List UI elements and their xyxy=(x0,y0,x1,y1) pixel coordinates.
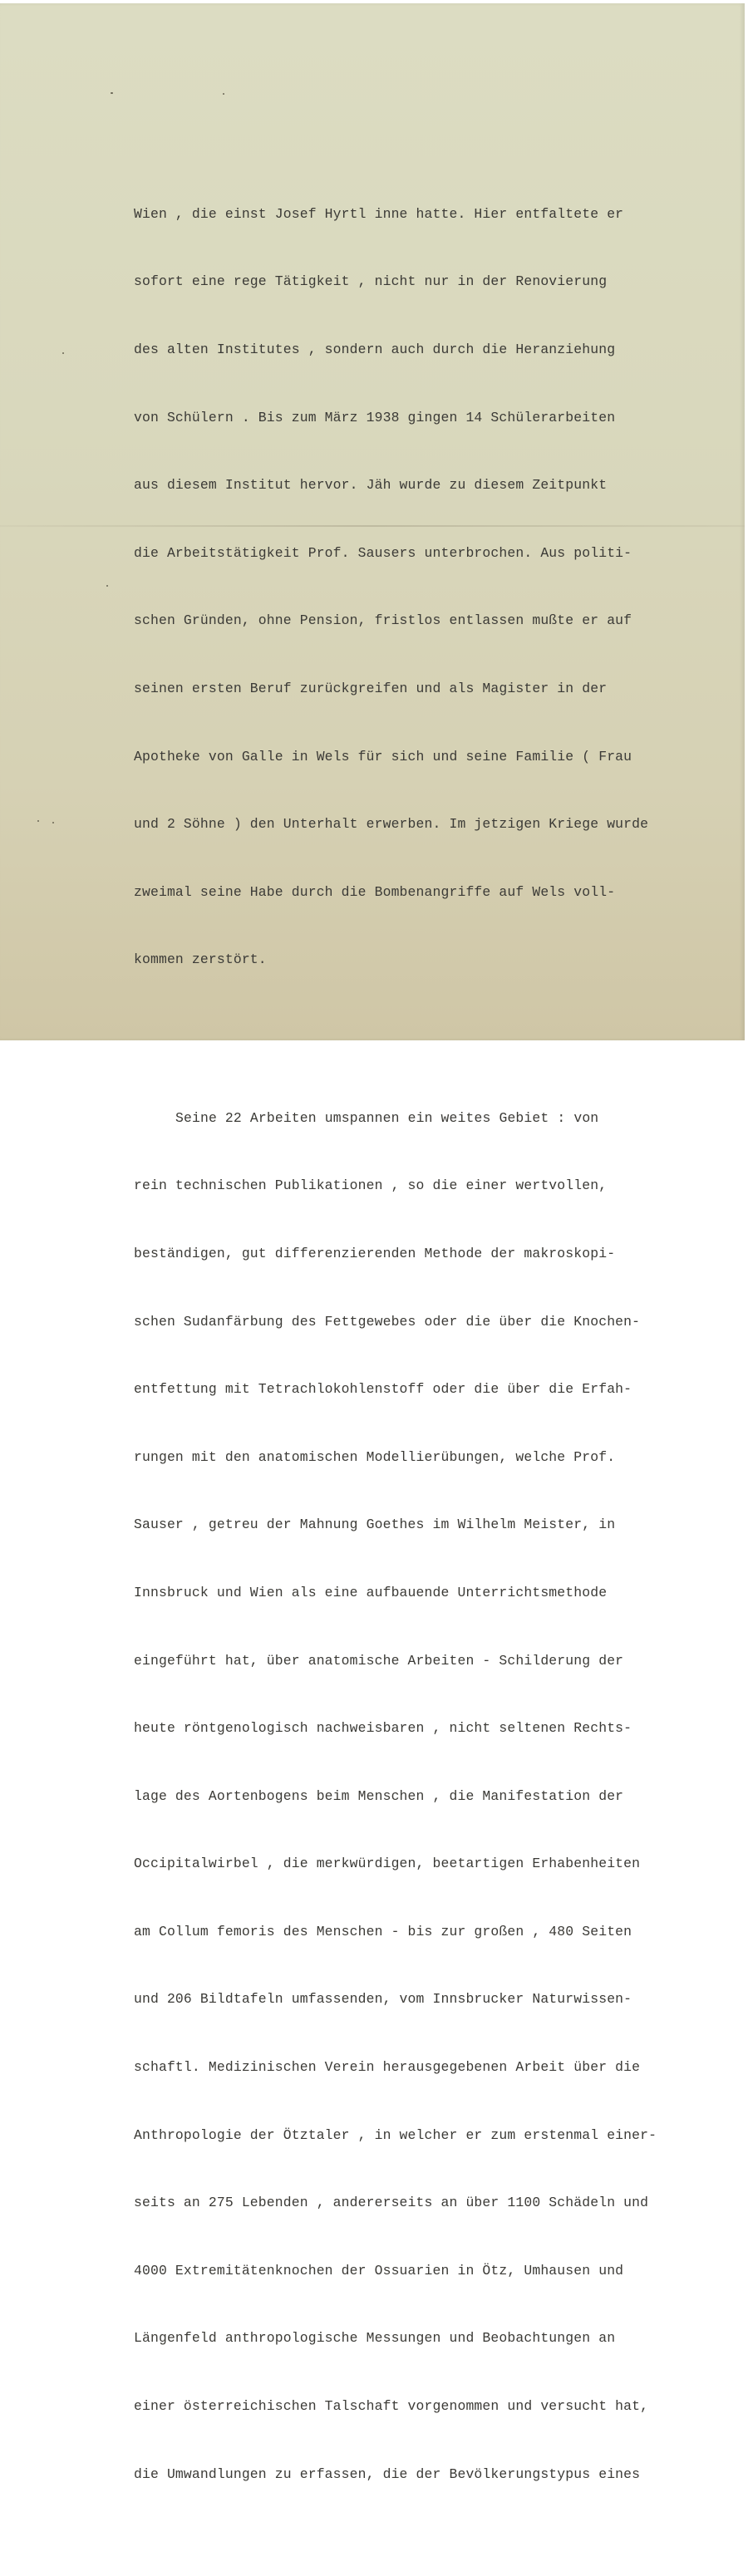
text-line: die Arbeitstätigkeit Prof. Sausers unterbrochen. Aus politi- xyxy=(134,544,632,561)
text-line: rein technischen Publikationen , so die einer wertvollen, xyxy=(134,1177,608,1194)
ink-speck xyxy=(52,822,54,823)
text-line: schen Gründen, ohne Pension, fristlos entlassen mußte er auf xyxy=(134,612,632,629)
text-line: eingeführt hat, über anatomische Arbeiten - Schilderung der xyxy=(134,1652,624,1669)
text-line: Occipitalwirbel , die merkwürdigen, beetartigen Erhabenheiten xyxy=(134,1856,641,1872)
text-line: Sauser , getreu der Mahnung Goethes im Wilhelm Meister, in xyxy=(134,1517,616,1533)
text-line: am Collum femoris des Menschen - bis zur großen , 480 Seiten xyxy=(134,1923,632,1939)
paragraph-2 xyxy=(134,1061,716,2530)
text-line: die Umwandlungen zu erfassen, die der Bevölkerungstypus eines xyxy=(134,2465,641,2482)
text-line: seits an 275 Lebenden , andererseits an über 1100 Schädeln und xyxy=(134,2195,649,2211)
text-line: Wien , die einst Josef Hyrtl inne hatte. Hier entfaltete er xyxy=(134,205,624,222)
typewritten-body xyxy=(134,112,716,2576)
text-line: Apotheke von Galle in Wels für sich und seine Familie ( Frau xyxy=(134,748,632,764)
text-line: und 206 Bildtafeln umfassenden, vom Innsbrucker Naturwissen- xyxy=(134,1991,632,2008)
text-line: sofort eine rege Tätigkeit , nicht nur in der Renovierung xyxy=(134,273,608,290)
text-line: zweimal seine Habe durch die Bombenangriffe auf Wels voll- xyxy=(134,883,616,900)
text-line: und 2 Söhne ) den Unterhalt erwerben. Im jetzigen Kriege wurde xyxy=(134,816,649,833)
ink-speck xyxy=(223,93,224,95)
ink-speck xyxy=(62,352,64,354)
ink-speck xyxy=(37,820,39,822)
text-line: entfettung mit Tetrachlokohlenstoff oder die über die Erfah- xyxy=(134,1381,632,1398)
text-line: heute röntgenologisch nachweisbaren , nicht seltenen Rechts- xyxy=(134,1720,632,1737)
text-line: lage des Aortenbogens beim Menschen , die Manifestation der xyxy=(134,1787,624,1804)
text-line: kommen zerstört. xyxy=(134,951,267,968)
text-line: aus diesem Institut hervor. Jäh wurde zu diesem Zeitpunkt xyxy=(134,477,608,494)
text-line: Innsbruck und Wien als eine aufbauende Unterrichtsmethode xyxy=(134,1584,608,1600)
paragraph-1 xyxy=(134,157,716,1016)
text-line: Anthropologie der Ötztaler , in welcher er zum erstenmal einer- xyxy=(134,2126,657,2143)
text-line: einer österreichischen Talschaft vorgenommen und versucht hat, xyxy=(134,2398,649,2415)
paper-page xyxy=(0,3,745,2482)
text-line: Seine 22 Arbeiten umspannen ein weites Gebiet : von xyxy=(175,1109,599,1126)
text-line: schaftl. Medizinischen Verein herausgegebenen Arbeit über die xyxy=(134,2059,641,2076)
text-line: seinen ersten Beruf zurückgreifen und als Magister in der xyxy=(134,680,608,696)
text-line: Längenfeld anthropologische Messungen und Beobachtungen an xyxy=(134,2330,616,2347)
text-line: des alten Institutes , sondern auch durch die Heranziehung xyxy=(134,342,616,357)
text-line: rungen mit den anatomischen Modellierübungen, welche Prof. xyxy=(134,1448,616,1465)
ink-speck xyxy=(111,92,113,94)
text-line: 4000 Extremitätenknochen der Ossuarien in Ötz, Umhausen und xyxy=(134,2262,624,2279)
text-line: schen Sudanfärbung des Fettgewebes oder die über die Knochen- xyxy=(134,1313,641,1330)
text-line: beständigen, gut differenzierenden Methode der makroskopi- xyxy=(134,1245,616,1261)
ink-speck xyxy=(106,585,108,587)
text-line: von Schülern . Bis zum März 1938 gingen 14 Schülerarbeiten xyxy=(134,409,616,425)
